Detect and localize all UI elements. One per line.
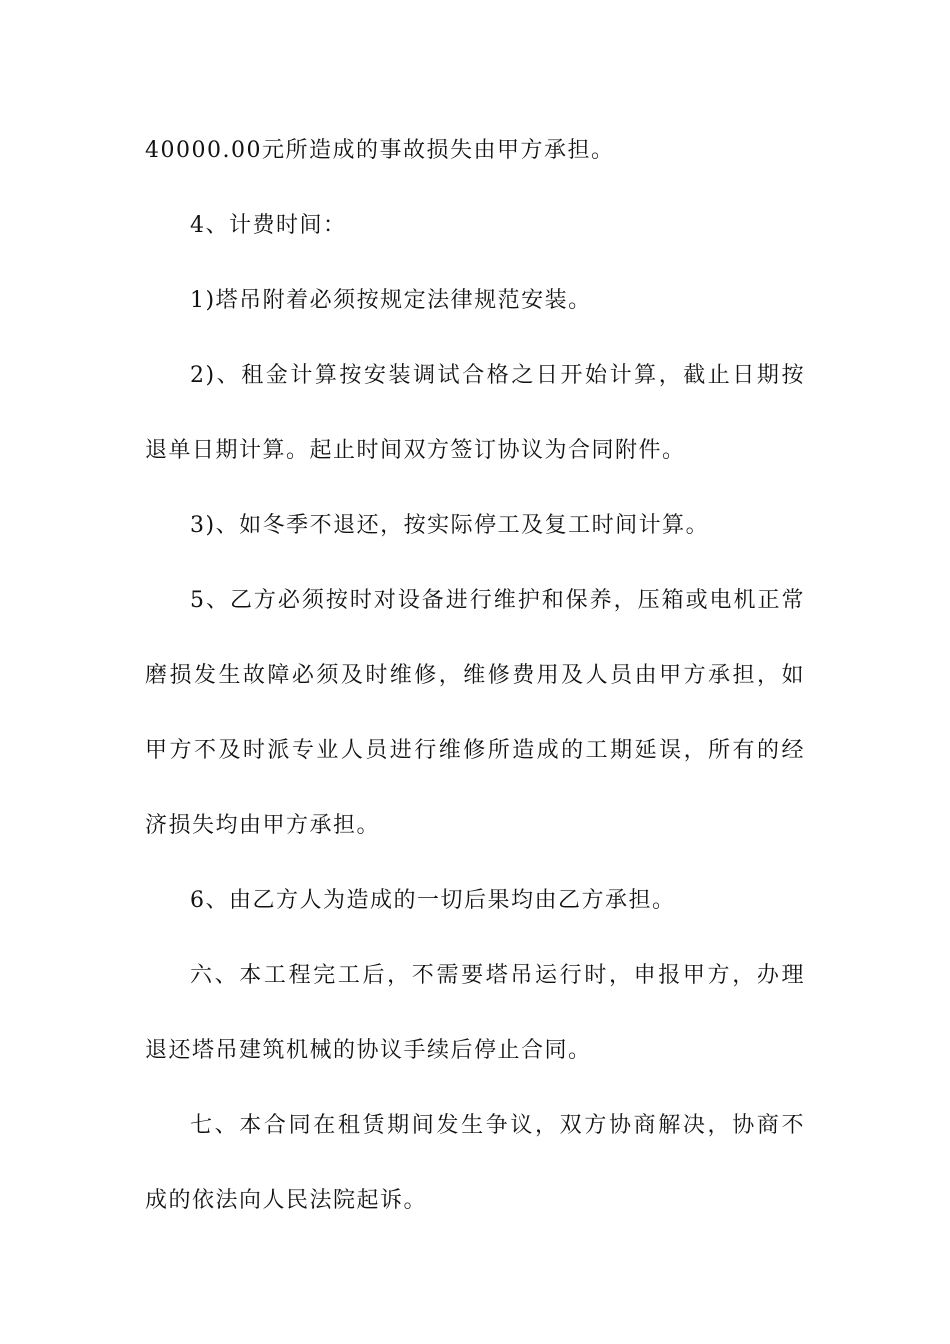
text-line: 6、由乙方人为造成的一切后果均由乙方承担。 [190, 888, 676, 913]
text-line: 甲方不及时派专业人员进行维修所造成的工期延误，所有的经 [145, 738, 805, 763]
text-line: 济损失均由甲方承担。 [145, 813, 381, 838]
text-line: 退还塔吊建筑机械的协议手续后停止合同。 [145, 1038, 592, 1063]
text-line: 3)、如冬季不退还，按实际停工及复工时间计算。 [190, 513, 710, 538]
text-line: 磨损发生故障必须及时维修，维修费用及人员由甲方承担，如 [145, 663, 805, 688]
text-line: 六、本工程完工后，不需要塔吊运行时，申报甲方，办理 [190, 963, 805, 988]
text-line: 七、本合同在租赁期间发生争议，双方协商解决，协商不 [190, 1113, 805, 1138]
text-line: 40000.00元所造成的事故损失由甲方承担。 [145, 138, 615, 163]
section-heading-billing-time: 4、计费时间： [190, 213, 347, 238]
text-line: 成的依法向人民法院起诉。 [145, 1188, 428, 1213]
text-line: 退单日期计算。起止时间双方签订协议为合同附件。 [145, 438, 686, 463]
text-line: 5、乙方必须按时对设备进行维护和保养，压箱或电机正常 [190, 588, 805, 613]
text-line: 1)塔吊附着必须按规定法律规范安装。 [190, 288, 592, 313]
text-line: 2)、租金计算按安装调试合格之日开始计算，截止日期按 [190, 363, 805, 388]
